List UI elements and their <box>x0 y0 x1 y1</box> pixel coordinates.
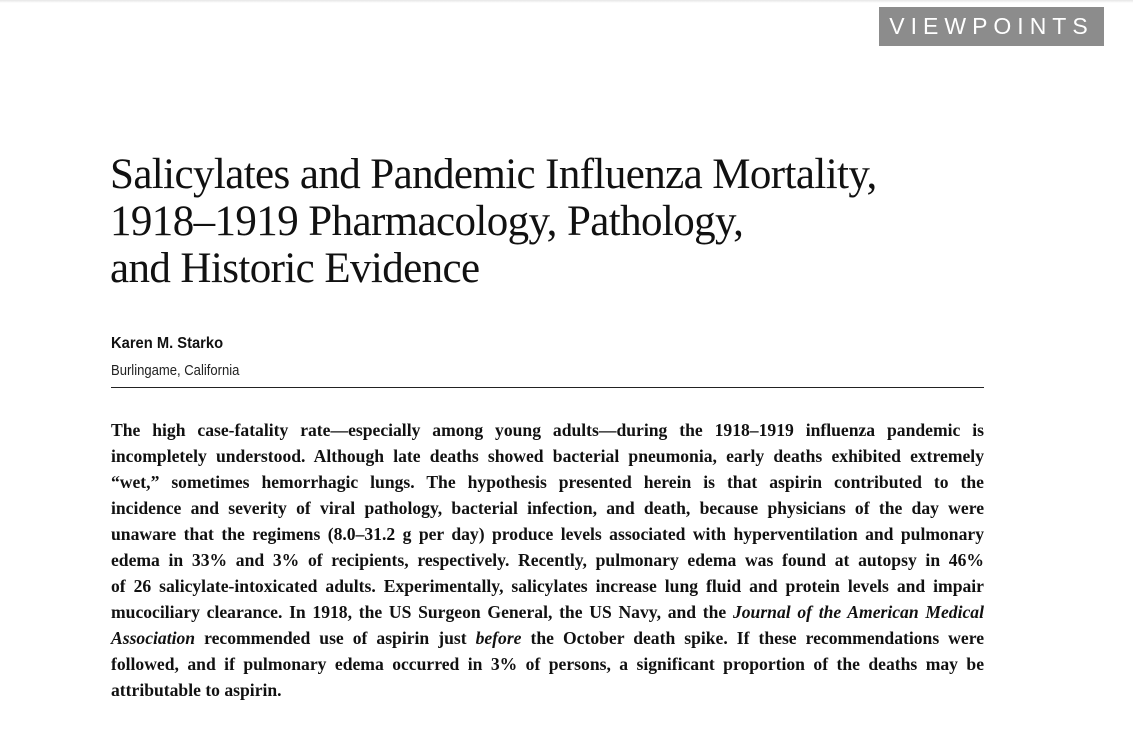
abstract <box>111 417 984 703</box>
abstract-italic-text: Journal of the American Medical <box>732 602 984 622</box>
title-line-2: 1918–1919 Pharmacology, Pathology, <box>110 198 744 245</box>
abstract-text: recommended use of aspirin just <box>195 628 476 648</box>
abstract-line <box>111 547 984 573</box>
article-title <box>110 151 970 292</box>
abstract-line <box>111 625 984 651</box>
abstract-text: the October death spike. If these recommendations were <box>521 628 985 648</box>
abstract-text: followed, and if pulmonary edema occurred in 3% of persons, a significant proportion of the deaths may be <box>111 654 984 674</box>
abstract-line <box>111 677 984 703</box>
abstract-italic-text: before <box>475 628 522 648</box>
header-divider <box>111 387 984 388</box>
abstract-line <box>111 573 984 599</box>
abstract-line <box>111 469 984 495</box>
abstract-text: unaware that the regimens (8.0–31.2 g per day) produce levels associated with hyperventilation and pulmonary <box>111 524 984 544</box>
section-tag: VIEWPOINTS <box>879 7 1104 46</box>
abstract-text: “wet,” sometimes hemorrhagic lungs. The hypothesis presented herein is that aspirin contributed to the <box>111 472 984 492</box>
abstract-text: incompletely understood. Although late deaths showed bacterial pneumonia, early deaths exhibited extremely <box>111 446 984 466</box>
abstract-text: attributable to aspirin. <box>111 680 282 700</box>
abstract-text: mucociliary clearance. In 1918, the US Surgeon General, the US Navy, and the <box>111 602 733 622</box>
abstract-line <box>111 599 984 625</box>
title-line-3: and Historic Evidence <box>110 245 480 292</box>
abstract-line <box>111 495 984 521</box>
abstract-text: of 26 salicylate-intoxicated adults. Experimentally, salicylates increase lung fluid and protein levels and impair <box>111 576 984 596</box>
abstract-line <box>111 443 984 469</box>
abstract-line <box>111 417 984 443</box>
abstract-text: incidence and severity of viral pathology, bacterial infection, and death, because physicians of the day were <box>111 498 984 518</box>
abstract-italic-text: Association <box>111 628 196 648</box>
title-line-1: Salicylates and Pandemic Influenza Mortality, <box>110 151 877 198</box>
abstract-text: The high case-fatality rate—especially among young adults—during the 1918–1919 influenza pandemic is <box>111 420 984 440</box>
abstract-line <box>111 651 984 677</box>
author-name: Karen M. Starko <box>111 335 224 352</box>
abstract-line <box>111 521 984 547</box>
author-affiliation: Burlingame, California <box>111 363 240 379</box>
abstract-text: edema in 33% and 3% of recipients, respectively. Recently, pulmonary edema was found at autopsy in 46% <box>111 550 984 570</box>
top-edge-shadow <box>0 0 1133 3</box>
